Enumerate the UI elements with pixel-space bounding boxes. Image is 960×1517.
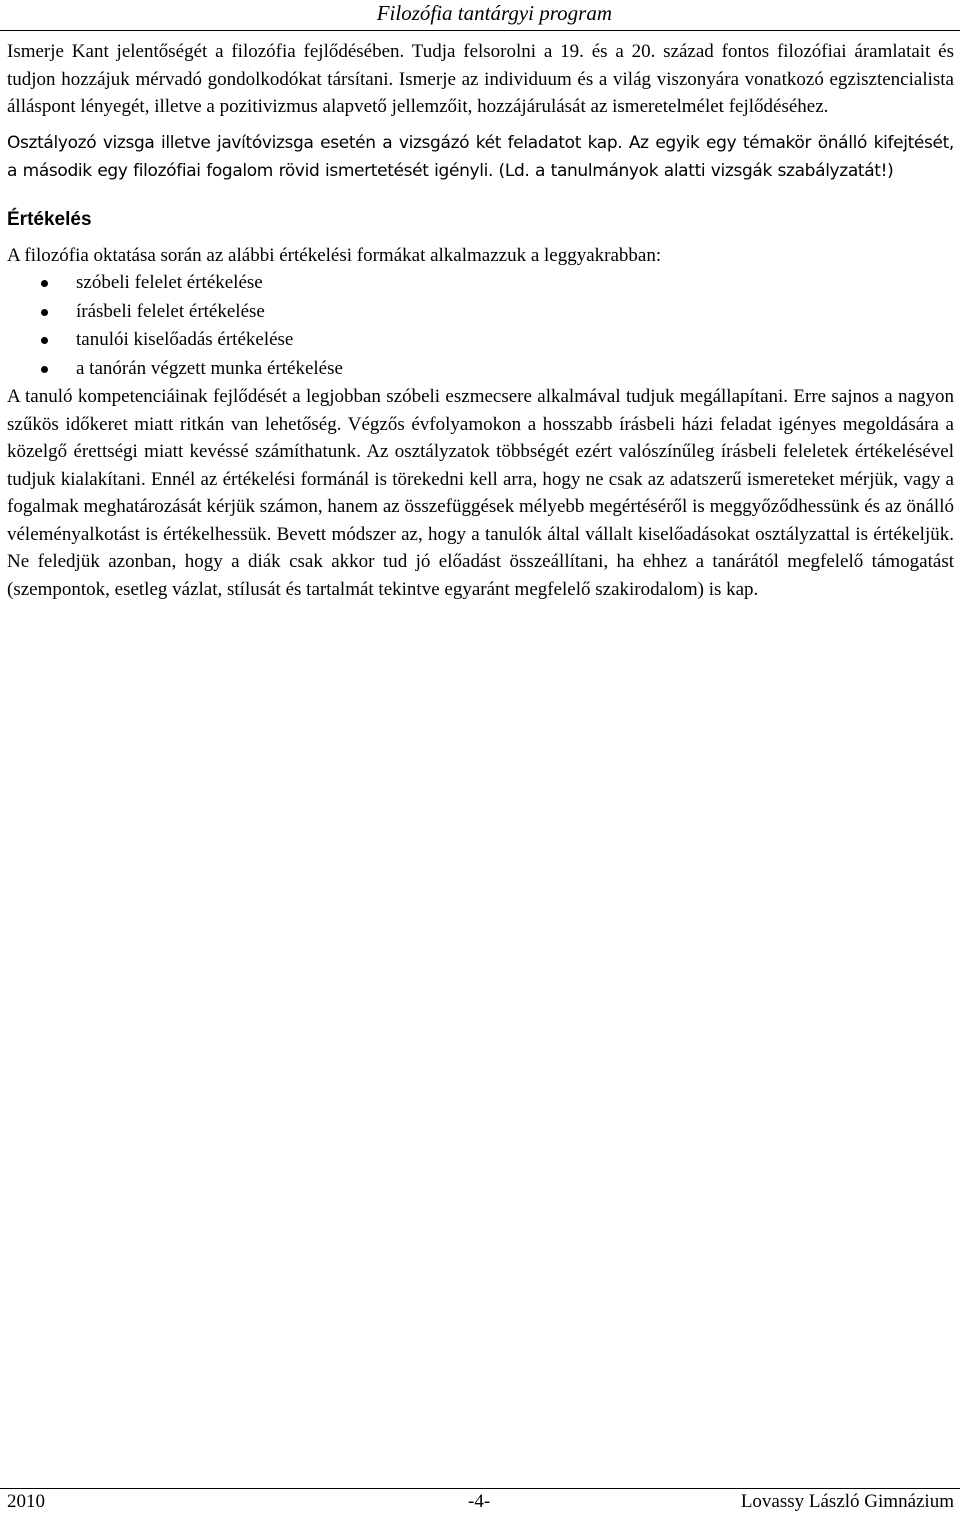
list-item-text: szóbeli felelet értékelése <box>76 272 263 293</box>
paragraph-exam: Osztályozó vizsga illetve javítóvizsga esetén a vizsgázó két feladatot kap. Az egyik egy témakör önálló kifejtését, a második egy filozófiai fogalom rövid ismertetését igényli. (Ld. a tanulmányok alatti vizsgák szabályzatát!) <box>7 132 954 181</box>
footer-year: 2010 <box>7 1491 45 1512</box>
list-item-text: tanulói kiselőadás értékelése <box>76 329 294 350</box>
list-item-text: írásbeli felelet értékelése <box>76 300 265 322</box>
evaluation-list <box>7 269 954 383</box>
page-header <box>0 0 960 31</box>
page-content <box>7 38 954 603</box>
paragraph-competencies: A tanuló kompetenciáinak fejlődését a legjobban szóbeli eszmecsere alkalmával tudjuk megállapítani. Erre sajnos a nagyon szűkös időkeret miatt ritkán van lehetőség. Végzős évfolyamokon a hosszabb írásbeli házi feladat igényes megoldására a közelgő érettségi miatt kevéssé számíthatunk. Az osztályzatok többségét ezért valószínűleg írásbeli feleletek értékelésével tudjuk kialakítani. Ennél az értékelési formánál is törekedni kell arra, hogy ne csak az adatszerű ismereteket mérjük, vagy a fogalmak meghatározását kérjük számon, hanem az összefüggések mélyebb megértéséről is meggyőződhessünk és az önálló véleményalkotást is értékelhessük. Bevett módszer az, hogy a tanulók által vállalt kiselőadásokat osztályzattal is értékeljük. Ne feledjük azonban, hogy a diák csak akkor tud jó előadást összeállítani, ha ehhez a tanárától megfelelő támogatást (szempontok, esetleg vázlat, stílusát és tartalmát tekintve egyaránt megfelelő szakirodalom) is kap. <box>7 386 954 600</box>
list-item <box>7 326 954 355</box>
paragraph-intro: A filozófia oktatása során az alábbi értékelési formákat alkalmazzuk a leggyakrabban: <box>7 244 662 266</box>
footer-page-number: -4- <box>468 1491 491 1512</box>
list-item <box>7 355 954 384</box>
header-title: Filozófia tantárgyi program <box>376 1 612 25</box>
footer-school-name: Lovassy László Gimnázium <box>740 1491 954 1512</box>
bullet-icon <box>41 309 48 316</box>
list-item <box>7 269 954 298</box>
paragraph-kant: Ismerje Kant jelentőségét a filozófia fejlődésében. Tudja felsorolni a 19. és a 20. század fontos filozófiai áramlatait és tudjon hozzájuk mérvadó gondolkodókat társítani. Ismerje az individuum és a világ viszonyára vonatkozó egzisztencialista álláspont lényegét, illetve a pozitivizmus alapvető jellemzőit, hozzájárulását az ismeretelmélet fejlődéséhez. <box>7 41 954 117</box>
bullet-icon <box>41 366 48 373</box>
section-heading: Értékelés <box>7 208 92 230</box>
bullet-icon <box>41 337 48 344</box>
list-item-text: a tanórán végzett munka értékelése <box>76 357 343 379</box>
bullet-icon <box>41 280 48 287</box>
page-footer <box>0 1488 960 1517</box>
list-item <box>7 298 954 327</box>
